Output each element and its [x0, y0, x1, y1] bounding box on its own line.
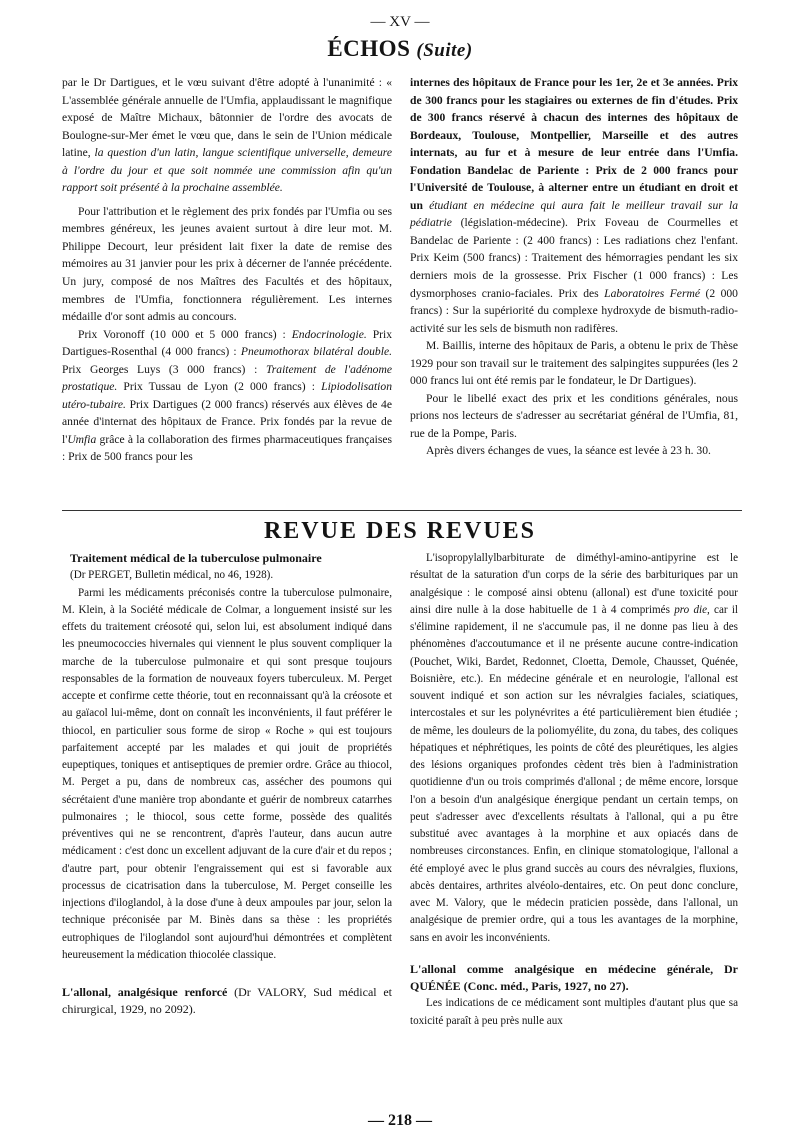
echos-right-p1: internes des hôpitaux de France pour les 1er, 2e et 3e années. Prix de 300 francs pour les stagiaires ou externes de fin d'études. Prix de 300 francs réservé à chacun des internes des hôpitaux de Bordeaux, Toulouse, Montpellier, Marseille et des autres internats, au fur et à mesure de leur entrée dans l'Umfia. Fondation Bandelac de Pariente : Prix de 2 000 francs pour l'Université de Toulouse, à alterner entre un étudiant en droit et un étudiant en médecine qui aura fait le meilleur travail sur la pédiatrie (législation-médecine). Prix Foveau de Courmelles et Bandelac de Pariente : (2 400 francs) : Les radiations chez l'enfant. Prix Keim (500 francs) : Traitement des hémorragies pendant les six derniers mois de la grossesse. Prix Fischer (1 000 francs) : Les dysmorphoses cranio-faciales. Prix des Laboratoires Fermé (2 000 francs) : Sur la supériorité du complexe hydroxyde de bismuth-radio-activité sur les sels de bismuth non radifères. [410, 76, 738, 335]
article-3-body: Les indications de ce médicament sont multiples d'autant plus que sa toxicité paraît à peu près nulle aux [410, 997, 738, 1027]
echos-right-p3: Pour le libellé exact des prix et les conditions générales, nous prions nos lecteurs de s'adresser au secrétariat général de l'Umfia, 81, rue de la Pompe, Paris. [410, 391, 738, 440]
revue-title: REVUE DES REVUES [263, 518, 537, 544]
article-1-title: Traitement médical de la tuberculose pulmonaire [70, 551, 322, 565]
divider [62, 510, 742, 511]
section-title-suffix: (Suite) [416, 40, 473, 61]
article-3-title: L'allonal comme analgésique en médecine générale, Dr QUÉNÉE (Conc. méd., Paris, 1927, no 27). [410, 961, 739, 993]
page-number: — 218 — [368, 1112, 432, 1129]
section-title-main: ÉCHOS [327, 36, 411, 61]
echos-left-p1: par le Dr Dartigues, et le vœu suivant d'être adopté à l'unanimité : « L'assemblée générale annuelle de l'Umfia, applaudissant le magnifique exposé de Maître Michaux, bâtonnier de l'ordre des avocats de Boulogne-sur-Mer émet le vœu que, dans le sein de l'Union médicale latine, la question d'un latin, langue scientifique universelle, demeure à l'ordre du jour et que soit nommée une commission afin qu'un rapport soit présenté à la prochaine assemblée. [62, 76, 392, 195]
echos-left-p3: Prix Voronoff (10 000 et 5 000 francs) : Endocrinologie. Prix Dartigues-Rosenthal (4 000 francs) : Pneumothorax bilatéral double. Prix Georges Luys (3 000 francs) : Traitement de l'adénome prostatique. Prix Tussau de Lyon (2 000 francs) : Lipiodolisation utéro-tubaire. Prix Dartigues (2 000 francs) réservés aux élèves de 4e année d'internat des hôpitaux de France. Prix fondés par la revue de l'Umfia grâce à la collaboration des firmes pharmaceutiques françaises : Prix de 500 francs pour les [62, 327, 393, 464]
echos-right-p2: M. Baillis, interne des hôpitaux de Paris, a obtenu le prix de Thèse 1929 pour son travail sur le traitement des salpingites suppurées (les 2 000 francs lui ont été remis par le fondateur, le Dr Dartigues). [410, 339, 738, 388]
section-title [0, 36, 800, 62]
revue-right-column [410, 550, 738, 1030]
article-1-body: Parmi les médicaments préconisés contre la tuberculose pulmonaire, M. Klein, à la Société médicale de Colmar, a longuement insisté sur les effets du traitement créosoté qui, selon lui, est absolument indiqué dans les pneumococcies hivernales qui viennent le plus souvent compliquer la marche de la tuberculose pulmonaire et qui sont presque toujours responsables de la formation de nouveaux foyers tuberculeux. M. Perget accepte et confirme cette théorie, tout en reconnaissant qu'à la créosote et au gaïacol lui-même, dont on connaît les inconvénients, il faut préférer le thiocol, en particulier sous forme de sirop « Roche » qui est toujours parfaitement accepté par les malades et qui jouit de propriétés eupeptiques, toniques et antiseptiques de premier ordre. Grâce au thiocol, M. Perget a pu, dans de nombreux cas, assécher des poumons qui sécrétaient d'une manière trop abondante et guérir de nombreux catarrhes pulmonaires ; le thiocol, sous cette forme, possède des qualités préventives qui ne se rencontrent, d'après l'auteur, dans aucun autre médicament : c'est donc un excellent adjuvant de la cure d'air et du repos ; d'autre part, pour obtenir l'engraissement qui est si favorable aux processus de cicatrisation dans la tuberculose, M. Perget conseille les injections d'iloglandol, à la dose d'une à deux ampoules par jour, selon la technique préconisée par M. Binès dans sa thèse : les propriétés eutrophiques de l'iloglandol sont aujourd'hui démontrées et complètent heureusement la médication thiocolée classique. [62, 586, 392, 961]
revue-left-column [62, 550, 392, 1019]
article-2-body: L'isopropylallylbarbiturate de diméthyl-amino-antipyrine est le résultat de la saturation d'un corps de la série des barbituriques par un analgésique : le composé ainsi obtenu (allonal) est d'une toxicité pour ainsi dire nulle à la dose habituelle de 1 à 4 comprimés pro die, car il s'élimine rapidement, il ne s'accumule pas, il ne donne pas lieu à des phénomènes d'accoutumance et il ne présente aucune contre-indication (Pouchet, Wiki, Bardet, Redonnet, Cloetta, Demole, Chausset, Quénée, Boisnière, etc.). En médecine générale et en neurologie, l'allonal est souvent indiqué et son action sur les névralgies faciales, sciatiques, intercostales et sur les polynévrites a été particulièrement bien étudiée ; de même, les douleurs de la poliomyélite, du zona, du tabes, des coliques hépatiques et néphrétiques, les points de côté des pleurétiques, les algies des lésions organiques profondes cèdent très bien à l'administration quotidienne d'un ou trois comprimés d'allonal ; de même encore, lorsque l'on a besoin d'un analgésique énergique pendant un certain temps, on peut s'adresser avec d'excellents résultats à l'allonal, qui a pu être substitué avec avantages à la morphine et aux opiacés dans de nombreuses circonstances. Enfin, en clinique stomatologique, l'allonal a été employé avec le plus grand succès au cours des névralgies, fluxions, abcès dentaires, arthrites alvéolo-dentaires, etc. On peut donc conclure, avec M. Valory, que le médecin praticien possède, dans l'allonal, un analgésique de premier ordre, qui a tous les avantages de la morphine, sans en avoir les inconvénients. [410, 552, 739, 944]
echos-right-column [410, 74, 738, 460]
article-1-source: (Dr PERGET, Bulletin médical, no 46, 1928). [70, 569, 274, 582]
page-number-roman: — XV — [370, 14, 430, 30]
echos-left-column [62, 74, 392, 466]
echos-right-p4: Après divers échanges de vues, la séance est levée à 23 h. 30. [426, 444, 711, 458]
echos-left-p2: Pour l'attribution et le règlement des prix fondés par l'Umfia ou ses membres généreux, les jeunes avaient surtout à dire leur mot. M. Philippe Decourt, leur président lait fixer la date de remise des mémoires au 31 janvier pour les prix à décerner de l'année précédente. Un jury, composé de nos Maîtres des Facultés et des hôpitaux, membres de l'Umfia, fonctionnera régulièrement. Les internes médaille d'or sont admis au concours. [62, 204, 392, 324]
article-2-title: L'allonal, analgésique renforcé (Dr VALORY, Sud médical et chirurgical, 1929, no 2092). [62, 985, 393, 1017]
